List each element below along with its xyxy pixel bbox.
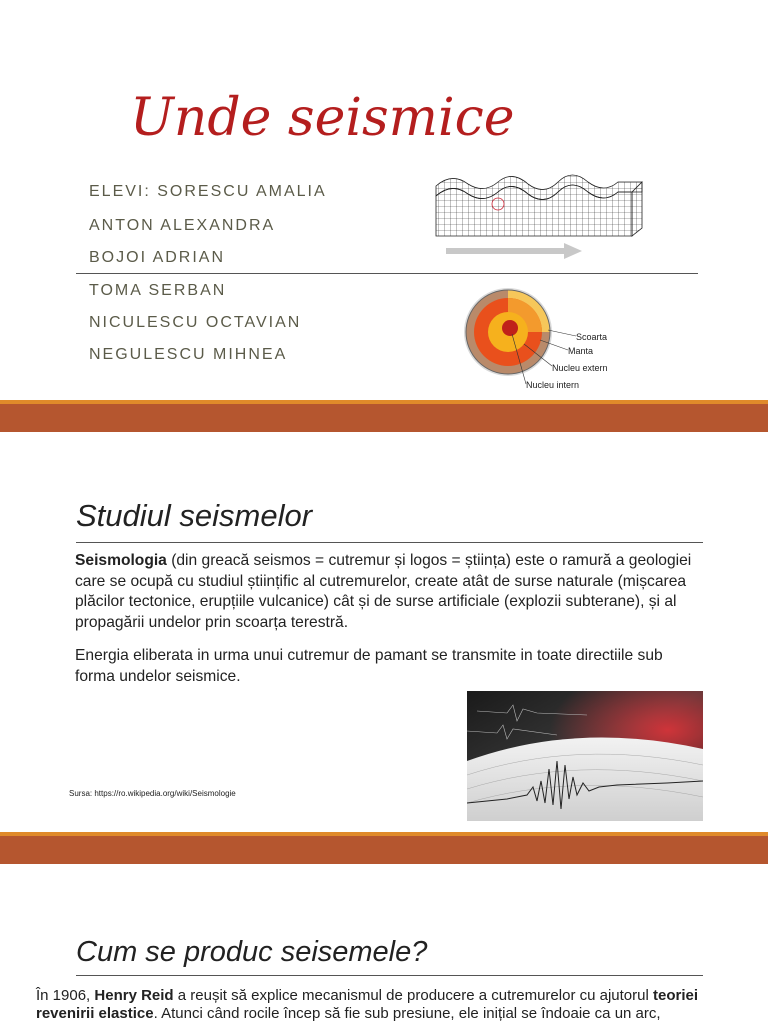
seismograph-photo (467, 691, 703, 821)
earth-structure-diagram (460, 288, 620, 392)
paragraph-text: În 1906, (36, 987, 95, 1004)
seismic-wave-illustration (432, 170, 644, 266)
label-manta: Manta (568, 346, 594, 356)
term-elastic-rebound: teoriei revenirii elastice (36, 987, 699, 1022)
student-name: TOMA SERBAN (89, 282, 227, 299)
student-name: ELEVI: SORESCU AMALIA (89, 183, 327, 200)
paragraph-energy: Energia eliberata in urma unui cutremur de pamant se transmite in toate directiile sub forma undelor seismice. (75, 647, 663, 685)
source-citation: Sursa: https://ro.wikipedia.org/wiki/Seismologie (69, 789, 236, 798)
student-name: ANTON ALEXANDRA (89, 217, 276, 234)
student-name: BOJOI ADRIAN (89, 249, 226, 266)
student-name: NEGULESCU MIHNEA (89, 346, 288, 363)
divider (76, 542, 703, 543)
slide-title (0, 0, 768, 400)
paragraph-seismology (75, 551, 700, 633)
divider (76, 975, 703, 976)
slide-heading: Cum se produc seisemele? (76, 936, 428, 968)
student-name: NICULESCU OCTAVIAN (89, 314, 302, 331)
label-scoarta: Scoarta (576, 332, 608, 342)
term-henry-reid: Henry Reid (94, 987, 174, 1004)
paragraph-text: . Atunci când rocile încep să fie sub presiune, ele inițial se îndoaie ca un arc, (153, 1005, 661, 1022)
slide-heading: Studiul seismelor (76, 498, 313, 533)
paragraph-text: (din greacă seismos = cutremur și logos = știința) este o ramură a geologiei care se ocupă cu studiul științific al cutremurelor, create atât de surse naturale (mișcarea plăcilor tectonice, erupțiile vulcanice) cât și de surse artificiale (explozii subterane), și al propagării undelor prin scoarța terestră. (75, 552, 692, 631)
label-nucleu-extern: Nucleu extern (552, 363, 608, 373)
presentation-title: Unde seismice (130, 88, 515, 148)
divider (76, 273, 698, 274)
slide-how-earthquakes-occur (0, 864, 768, 1024)
term-seismologia: Seismologia (75, 552, 167, 569)
paragraph-reid (36, 987, 756, 1023)
slide-separator (0, 832, 768, 864)
slide-seismology (0, 432, 768, 832)
paragraph-text: a reușit să explice mecanismul de producere a cutremurelor cu ajutorul (173, 987, 653, 1004)
label-nucleu-intern: Nucleu intern (526, 380, 580, 390)
slide-separator (0, 400, 768, 432)
